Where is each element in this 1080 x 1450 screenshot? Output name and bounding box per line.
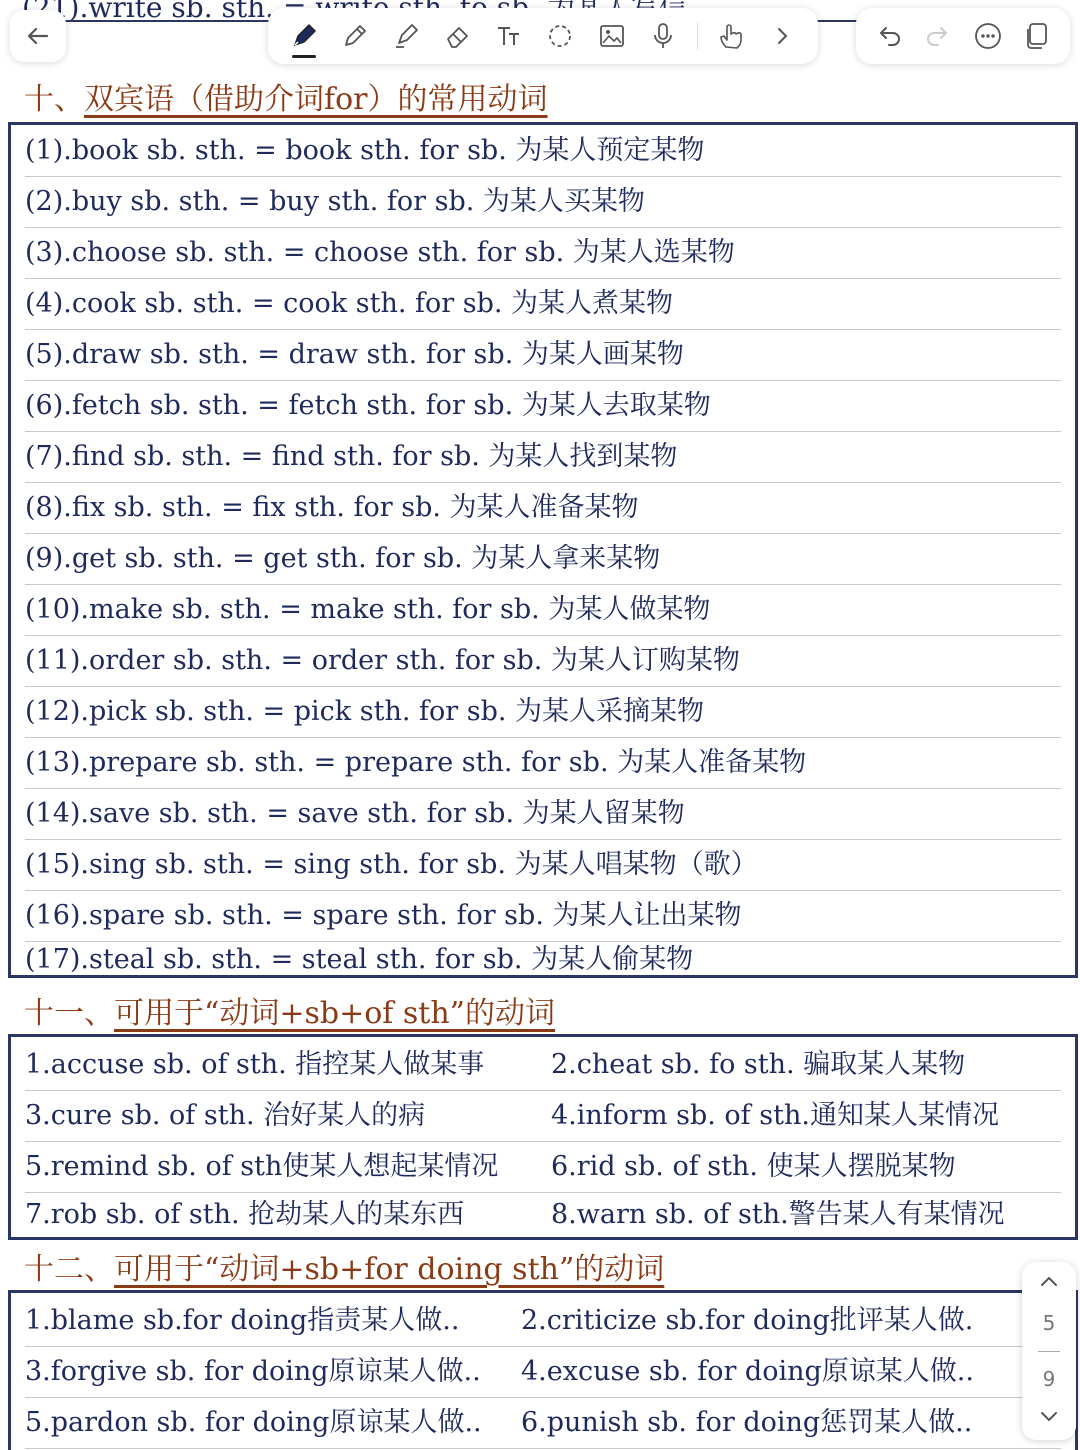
verb-item: 3.cure sb. of sth. 治好某人的病 [25,1100,426,1131]
microphone-icon [648,21,678,51]
list-item: (6).fetch sb. sth. = fetch sth. for sb. 为某人去取某物 [25,380,1061,432]
table-row [25,1090,1061,1142]
section-title: 可用于“动词+sb+of sth”的动词 [114,996,556,1031]
microphone-tool-button[interactable] [645,18,681,54]
list-item: (8).fix sb. sth. = fix sth. for sb. 为某人准备某物 [25,482,1061,534]
pen-icon [289,21,319,51]
verb-item: 4.excuse sb. for doing原谅某人做.. [521,1356,974,1387]
hand-touch-icon [716,21,746,51]
list-item: (15).sing sb. sth. = sing sth. for sb. 为某人唱某物（歌） [25,839,1061,891]
lasso-tool-button[interactable] [542,18,578,54]
verb-item: 4.inform sb. of sth.通知某人某情况 [551,1100,999,1131]
redo-icon [923,21,953,51]
pencil-tool-button[interactable] [337,18,373,54]
list-item: (16).spare sb. sth. = spare sth. for sb. 为某人让出某物 [25,890,1061,942]
verb-item: 7.rob sb. of sth. 抢劫某人的某东西 [25,1199,465,1230]
document-toolbar [856,8,1070,64]
verb-item: 2.criticize sb.for doing批评某人做. [521,1305,974,1336]
page-divider [1038,1351,1060,1352]
table-row [25,1346,1061,1398]
page-navigator [1022,1262,1076,1440]
toolbar-divider [697,22,698,50]
list-item: (13).prepare sb. sth. = prepare sth. for sb. 为某人准备某物 [25,737,1061,789]
table-row [25,1192,1061,1236]
more-icon [973,21,1003,51]
verb-item: 2.cheat sb. fo sth. 骗取某人某物 [551,1049,966,1080]
previous-line-partial: (21).write sb. sth. [22,0,275,20]
section-box [8,1290,1078,1450]
image-tool-button[interactable] [594,18,630,54]
text-tool-button[interactable] [491,18,527,54]
table-row [25,1397,1061,1449]
list-item: (5).draw sb. sth. = draw sth. for sb. 为某人画某物 [25,329,1061,381]
undo-icon [874,21,904,51]
section-number: 十、 [24,82,84,117]
section-title: 可用于“动词+sb+for doing sth”的动词 [114,1252,665,1287]
total-pages-number: 9 [1042,1366,1056,1391]
section-box [8,1034,1078,1240]
verb-item: 6.punish sb. for doing惩罚某人做.. [521,1407,973,1438]
back-button[interactable] [10,10,66,62]
verb-item: 3.forgive sb. for doing原谅某人做.. [25,1356,481,1387]
section-title: 双宾语（借助介词for）的常用动词 [84,82,548,117]
image-icon [597,21,627,51]
verb-item: 6.rid sb. of sth. 使某人摆脱某物 [551,1151,956,1182]
current-page-number: 5 [1042,1311,1056,1336]
list-item: (2).buy sb. sth. = buy sth. for sb. 为某人买某物 [25,176,1061,228]
more-tools-button[interactable] [764,18,800,54]
lasso-icon [545,21,575,51]
eraser-icon [443,21,473,51]
highlighter-tool-button[interactable] [388,18,424,54]
section-number: 十一、 [24,996,114,1031]
verb-item: 5.pardon sb. for doing原谅某人做.. [25,1407,482,1438]
list-item: (17).steal sb. sth. = steal sth. for sb. 为某人偷某物 [25,944,694,975]
list-item: (3).choose sb. sth. = choose sth. for sb. 为某人选某物 [25,227,1061,279]
pen-tool-button[interactable] [286,18,322,54]
chevron-down-icon [1037,1406,1061,1426]
verb-item: 1.accuse sb. of sth. 指控某人做某事 [25,1049,485,1080]
pencil-icon [340,21,370,51]
list-item: (11).order sb. sth. = order sth. for sb. 为某人订购某物 [25,635,1061,687]
table-row [25,1295,1061,1347]
undo-button[interactable] [871,18,907,54]
list-item: (1).book sb. sth. = book sth. for sb. 为某人预定某物 [25,125,1061,177]
text-icon [494,21,524,51]
eraser-tool-button[interactable] [440,18,476,54]
chevron-up-icon [1037,1272,1061,1292]
list-item: (14).save sb. sth. = save sth. for sb. 为某人留某物 [25,788,1061,840]
verb-item: 8.warn sb. of sth.警告某人有某情况 [551,1199,1005,1230]
back-arrow-icon [23,21,53,51]
verb-item: 1.blame sb.for doing指责某人做.. [25,1305,460,1336]
section-heading [24,74,548,118]
section-heading [24,988,555,1032]
drawing-toolbar [268,8,818,64]
table-row [25,1141,1061,1193]
verb-item: 5.remind sb. of sth使某人想起某情况 [25,1151,499,1182]
pages-icon [1022,21,1052,51]
list-item: (7).find sb. sth. = find sth. for sb. 为某人找到某物 [25,431,1061,483]
highlighter-icon [391,21,421,51]
list-item: (12).pick sb. sth. = pick sth. for sb. 为某人采摘某物 [25,686,1061,738]
list-item: (4).cook sb. sth. = cook sth. for sb. 为某人煮某物 [25,278,1061,330]
table-row [25,1039,1061,1091]
more-options-button[interactable] [970,18,1006,54]
redo-button[interactable] [920,18,956,54]
hand-touch-button[interactable] [713,18,749,54]
section-box [8,122,1078,978]
pages-button[interactable] [1019,18,1055,54]
next-page-button[interactable] [1037,1406,1061,1430]
list-item: (9).get sb. sth. = get sth. for sb. 为某人拿来某物 [25,533,1061,585]
list-item: (10).make sb. sth. = make sth. for sb. 为某人做某物 [25,584,1061,636]
section-heading [24,1244,664,1288]
section-number: 十二、 [24,1252,114,1287]
chevron-right-icon [767,21,797,51]
previous-page-button[interactable] [1037,1272,1061,1296]
